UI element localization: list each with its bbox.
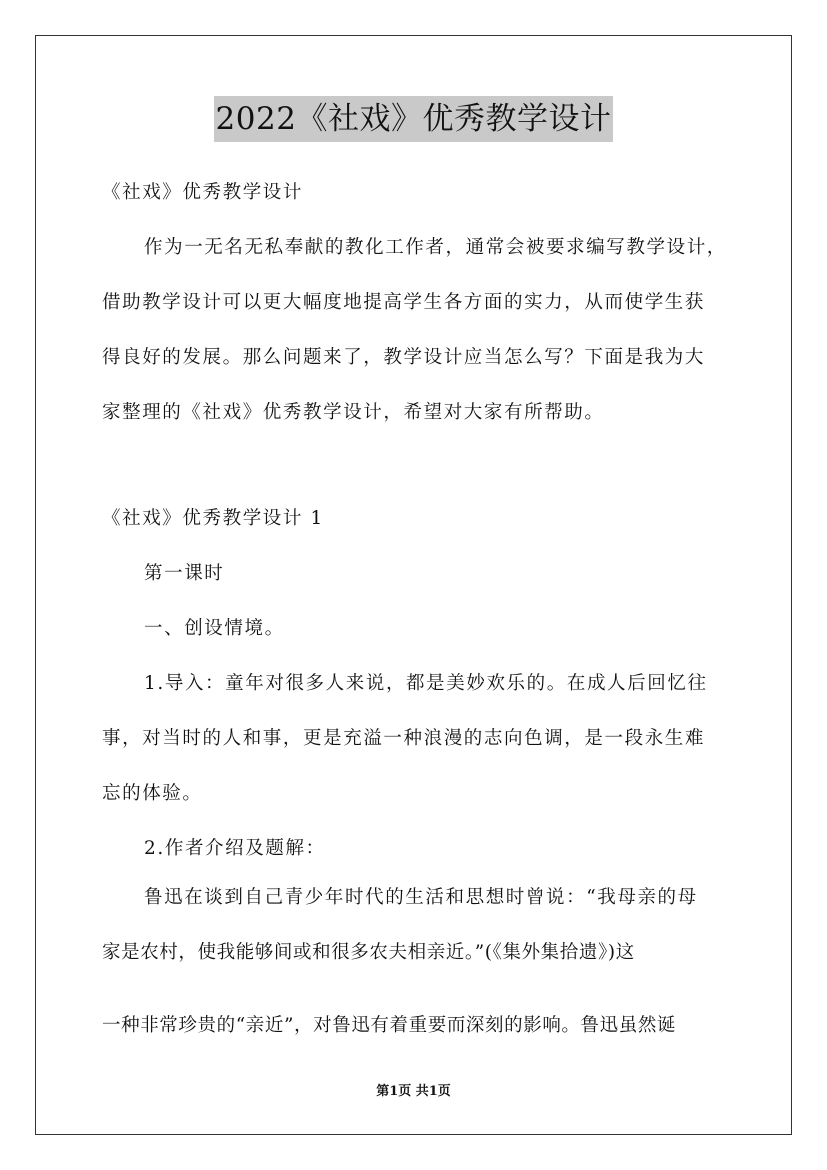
intro-line-4: 家整理的《社戏》优秀教学设计，希望对大家有所帮助。 [102, 402, 605, 423]
intro-line-2: 借助教学设计可以更大幅度地提高学生各方面的实力，从而使学生获 [102, 292, 706, 313]
section-heading: 《社戏》优秀教学设计 1 [102, 508, 324, 529]
step-one: 一、创设情境。 [144, 618, 285, 639]
intro-line-3: 得良好的发展。那么问题来了，教学设计应当怎么写？下面是我为大 [102, 347, 706, 368]
item-one-line-2: 事，对当时的人和事，更是充溢一种浪漫的志向色调，是一段永生难 [102, 728, 706, 749]
page-footer [0, 1082, 827, 1102]
subtitle: 《社戏》优秀教学设计 [102, 182, 304, 203]
item-one-line-1: 1.导入：童年对很多人来说，都是美妙欢乐的。在成人后回忆往 [144, 673, 708, 694]
page-number: 第1页 共1页 [376, 1084, 451, 1099]
intro-line-1: 作为一无名无私奉献的教化工作者，通常会被要求编写教学设计， [144, 237, 727, 258]
lesson-label: 第一课时 [144, 563, 225, 584]
title-area [0, 96, 827, 142]
item-two: 2.作者介绍及题解： [144, 838, 326, 859]
body-line-2: 家是农村，使我能够间或和很多农夫相亲近。”(《集外集拾遗》)这 [102, 942, 635, 963]
item-one-line-3: 忘的体验。 [102, 783, 203, 804]
body-line-1: 鲁迅在谈到自己青少年时代的生活和思想时曾说：“我母亲的母 [144, 887, 698, 908]
document-title: 2022《社戏》优秀教学设计 [214, 96, 614, 142]
body-line-3: 一种非常珍贵的“亲近”，对鲁迅有着重要而深刻的影响。鲁迅虽然诞 [102, 1015, 677, 1036]
